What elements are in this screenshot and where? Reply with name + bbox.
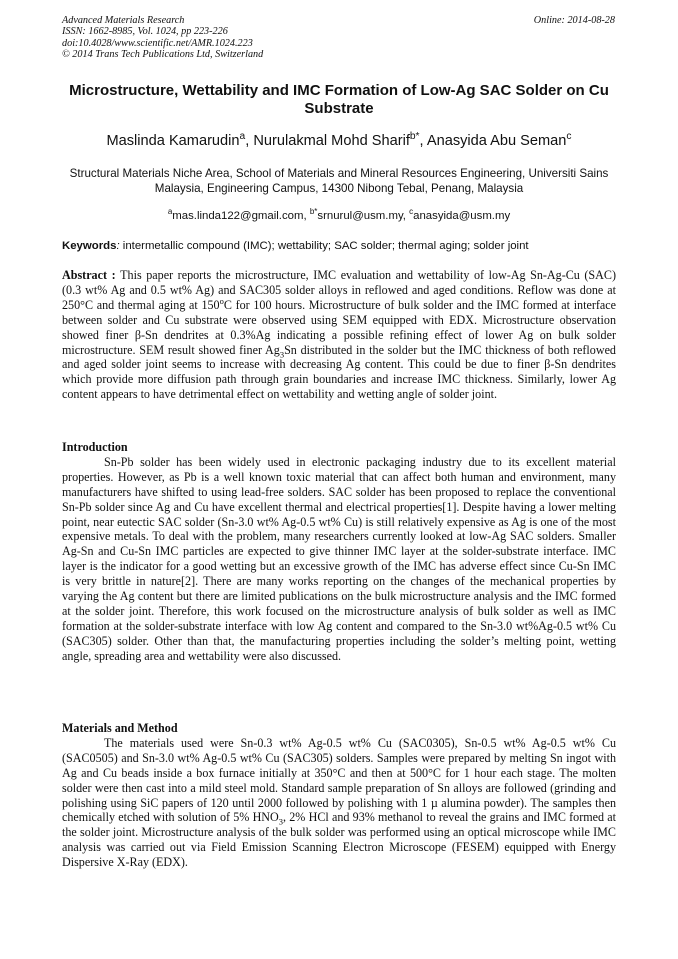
keywords-colon: :: [116, 240, 120, 252]
email-list: [62, 207, 616, 222]
email-address[interactable]: anasyida@usm.my: [413, 210, 511, 222]
abstract-subscript: 3: [279, 348, 285, 359]
copyright-line: © 2014 Trans Tech Publications Ltd, Switzerland: [62, 49, 264, 61]
author-name: Anasyida Abu Seman: [426, 133, 567, 149]
methods-section: [62, 721, 616, 870]
affiliation: Structural Materials Niche Area, School of Materials and Mineral Resources Engineering, Universiti Sains Malaysia, Engineering Campus, 14300 Nibong Tebal, Penang, Malaysia: [69, 167, 609, 195]
keywords-label: Keywords: [62, 240, 117, 252]
author-mark: b*: [409, 131, 420, 143]
methods-heading: Materials and Method: [62, 721, 178, 735]
methods-text: The materials used were Sn-0.3 wt% Ag-0.5 wt% Cu (SAC0305), Sn-0.5 wt% Ag-0.5 wt% Cu (SAC0505) and Sn-3.0 wt% Ag-0.5 wt% Cu (SAC305) solders. Samples were prepared by melting Sn ingot with Ag and Cu beads inside a box furnace initially at 350°C and then at 500°C for 1 hour each stage. The molten solder were then cast into a mild steel mold. Standard sample preparation of Sn alloys are followed (grinding and polishing using SiC papers of 120 until 2000 followed by polishing with 1 µ alumina powder). The samples then chemically etched with solution of 5% HNO: [62, 735, 616, 825]
methods-paragraph: [62, 736, 616, 870]
abstract-text: Sn distributed in the solder but the IMC thickness of both reflowed and aged solder joint seems to increase with decreasing Ag content. This could be due to finer β-Sn dendrites which provide more diffusion path through grain boundaries and increase IMC thickness. Similarly, lower Ag content appears to have detrimental effect on wettability and wetting angle of solder joint.: [62, 342, 616, 402]
keywords-text: intermetallic compound (IMC); wettability; SAC solder; thermal aging; solder joint: [119, 240, 529, 252]
email-mark: a: [167, 207, 173, 217]
author-list: [62, 133, 616, 149]
journal-header: [62, 15, 263, 61]
abstract-paragraph: [62, 268, 616, 402]
author-separator: ,: [419, 133, 427, 149]
journal-name: Advanced Materials Research: [62, 15, 185, 26]
online-date: Online: 2014-08-28: [533, 15, 615, 26]
author-name: Maslinda Kamarudin: [106, 133, 240, 149]
email-address[interactable]: mas.linda122@gmail.com: [172, 210, 304, 222]
author-name: Nurulakmal Mohd Sharif: [253, 133, 410, 149]
abstract-label: Abstract :: [62, 268, 121, 282]
author-mark: c: [566, 131, 572, 143]
issn-line: ISSN: 1662-8985, Vol. 1024, pp 223-226: [62, 26, 228, 38]
introduction-paragraph: Sn-Pb solder has been widely used in electronic packaging industry due to its excellent material properties. However, as Pb is a well known toxic material that can affect both human and environment, many manufacturers have shifted to using lead-free solders. SAC solder has been proposed to replace the conventional Sn-Pb solder since Ag and Cu have excellent thermal and electrical properties[1]. Despite having a lower melting point, near eutectic SAC solder (Sn-3.0 wt% Ag-0.5 wt% Cu) is still relatively expensive as Ag is one of the most expensive metals. To deal with the problem, many researchers currently looked at low-Ag SAC solders. Smaller Ag-Sn and Cu-Sn IMC particles are expected to give thinner IMC layer at the solder-substrate interface. IMC layer is the indicator for a good wetting but an excessive growth of the IMC has adverse effect since Cu-Sn IMC is very brittle in nature[2]. There are many works reporting on the changes of the mechanical properties by varying the Ag content but there are limited publications on the bulk microstructure analysis and the IMC formed at the solder joint. Therefore, this work focused on the microstructure analysis of bulk solder as well as IMC formation at the solder-substrate interface with low Ag content and compared to the Sn-3.0 wt%Ag-0.5 wt% Cu (SAC305) solder. Other than that, the manufacturing properties including the solder’s melting point, wetting angle, spreading area and wettability were also discussed.: [62, 454, 616, 663]
paper-title: Microstructure, Wettability and IMC Formation of Low-Ag SAC Solder on Cu Substrate: [69, 82, 609, 117]
methods-text: , 2% HCl and 93% methanol to reveal the grains and IMC formed at the solder joint. Microstructure analysis of the bulk solder was performed using an optical microscope while IMC analysis was carried out via Field Emission Scanning Electron Microscope (FESEM) equipped with Energy Dispersive X-Ray (EDX).: [62, 810, 616, 870]
abstract-text: This paper reports the microstructure, IMC evaluation and wettability of low-Ag Sn-Ag-Cu (SAC) (0.3 wt% Ag and 0.5 wt% Ag) and SAC305 solder alloys in reflowed and aged conditions. Reflow was done at 250°C and thermal aging at 150: [62, 268, 616, 312]
author-mark: a: [239, 131, 246, 143]
abstract-text: C for 100 hours. Microstructure of bulk solder and the IMC formed at interface between solder and Cu substrate were observed using SEM equipped with EDX. Microstructure observation showed finer β-Sn dendrites at 0.3%Ag indicating a possible refining effect of lower Ag on bulk solder microstructure. SEM result showed finer Ag: [62, 297, 616, 357]
email-separator: ,: [402, 210, 410, 222]
abstract: [62, 268, 616, 402]
email-address[interactable]: srnurul@usm.my: [317, 210, 403, 222]
doi-line: doi:10.4028/www.scientific.net/AMR.1024.223: [62, 37, 253, 49]
author-separator: ,: [245, 133, 254, 149]
email-separator: ,: [303, 210, 310, 222]
email-mark: b*: [309, 207, 318, 217]
abstract-superscript: o: [219, 295, 224, 306]
introduction-section: [62, 440, 616, 664]
methods-subscript: 3: [278, 816, 284, 827]
email-mark: c: [409, 207, 414, 217]
introduction-heading: Introduction: [62, 440, 128, 454]
keywords: [62, 240, 616, 252]
